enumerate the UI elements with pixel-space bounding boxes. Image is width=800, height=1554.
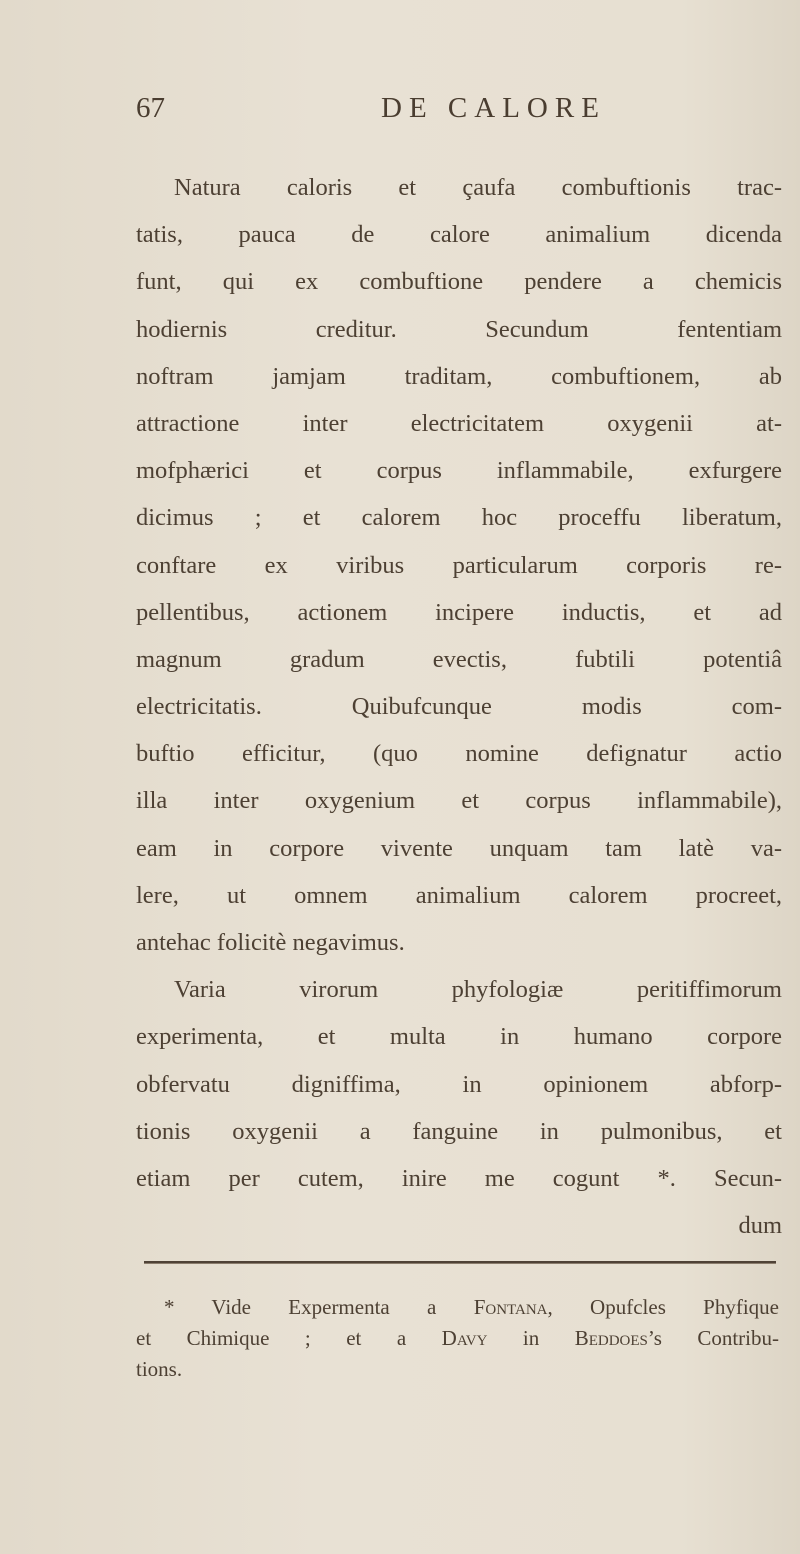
text-line: etiam per cutem, inire me cogunt *. Secun- [136, 1164, 782, 1192]
text-line: noftram jamjam traditam, combuftionem, ab [136, 362, 782, 390]
body-text [136, 164, 782, 1249]
author-name: Beddoes [574, 1326, 648, 1350]
text-line: eam in corpore vivente unquam tam latè va- [136, 834, 782, 862]
text-line: experimenta, et multa in humano corpore [136, 1023, 782, 1051]
text-line: hodiernis creditur. Secundum fententiam [136, 315, 782, 343]
page-header [130, 92, 790, 142]
text-line: tionis oxygenii a fanguine in pulmonibus, et [136, 1117, 782, 1145]
text-line: funt, qui ex combuftione pendere a chemicis [136, 268, 782, 296]
author-name: Davy [441, 1326, 488, 1350]
running-title: DE CALORE [381, 92, 606, 124]
footnote-text: in [487, 1326, 575, 1350]
footnote-text: et Chimique ; et a [136, 1326, 442, 1350]
footnote-text: * Vide Expermenta a [164, 1295, 474, 1319]
text-line: dicimus ; et calorem hoc proceffu liberatum, [136, 504, 782, 532]
footnote [136, 1292, 779, 1385]
footnote-line [136, 1292, 779, 1323]
text-line: electricitatis. Quibufcunque modis com- [136, 693, 782, 721]
text-line: conftare ex viribus particularum corporis re- [136, 551, 782, 579]
text-line: tatis, pauca de calore animalium dicenda [136, 221, 782, 249]
text-line: mofphærici et corpus inflammabile, exfurgere [136, 457, 782, 485]
catchword: dum [738, 1212, 782, 1240]
text-line: obfervatu digniffima, in opinionem abforp- [136, 1070, 782, 1098]
footnote-text: ’s Contribu- [647, 1326, 780, 1350]
text-line: magnum gradum evectis, fubtili potentiâ [136, 645, 782, 673]
footnote-text: , Opufcles Phyfique [547, 1295, 779, 1319]
text-line: buftio efficitur, (quo nomine defignatur actio [136, 740, 782, 768]
text-line: Varia virorum phyfologiæ peritiffimorum [174, 976, 782, 1004]
text-line: antehac folicitè negavimus. [136, 929, 405, 956]
text-line: pellentibus, actionem incipere inductis, et ad [136, 598, 782, 626]
footnote-rule [144, 1261, 776, 1264]
footnote-line [136, 1323, 779, 1354]
author-name: Fontana [473, 1295, 548, 1319]
text-line: Natura caloris et çaufa combuftionis trac- [174, 174, 782, 201]
text-line: lere, ut omnem animalium calorem procreet, [136, 881, 782, 909]
footnote-line: tions. [136, 1357, 183, 1381]
text-line: illa inter oxygenium et corpus inflammabile), [136, 787, 782, 815]
page-number: 67 [136, 92, 165, 124]
text-line: attractione inter electricitatem oxygenii at- [136, 409, 782, 437]
